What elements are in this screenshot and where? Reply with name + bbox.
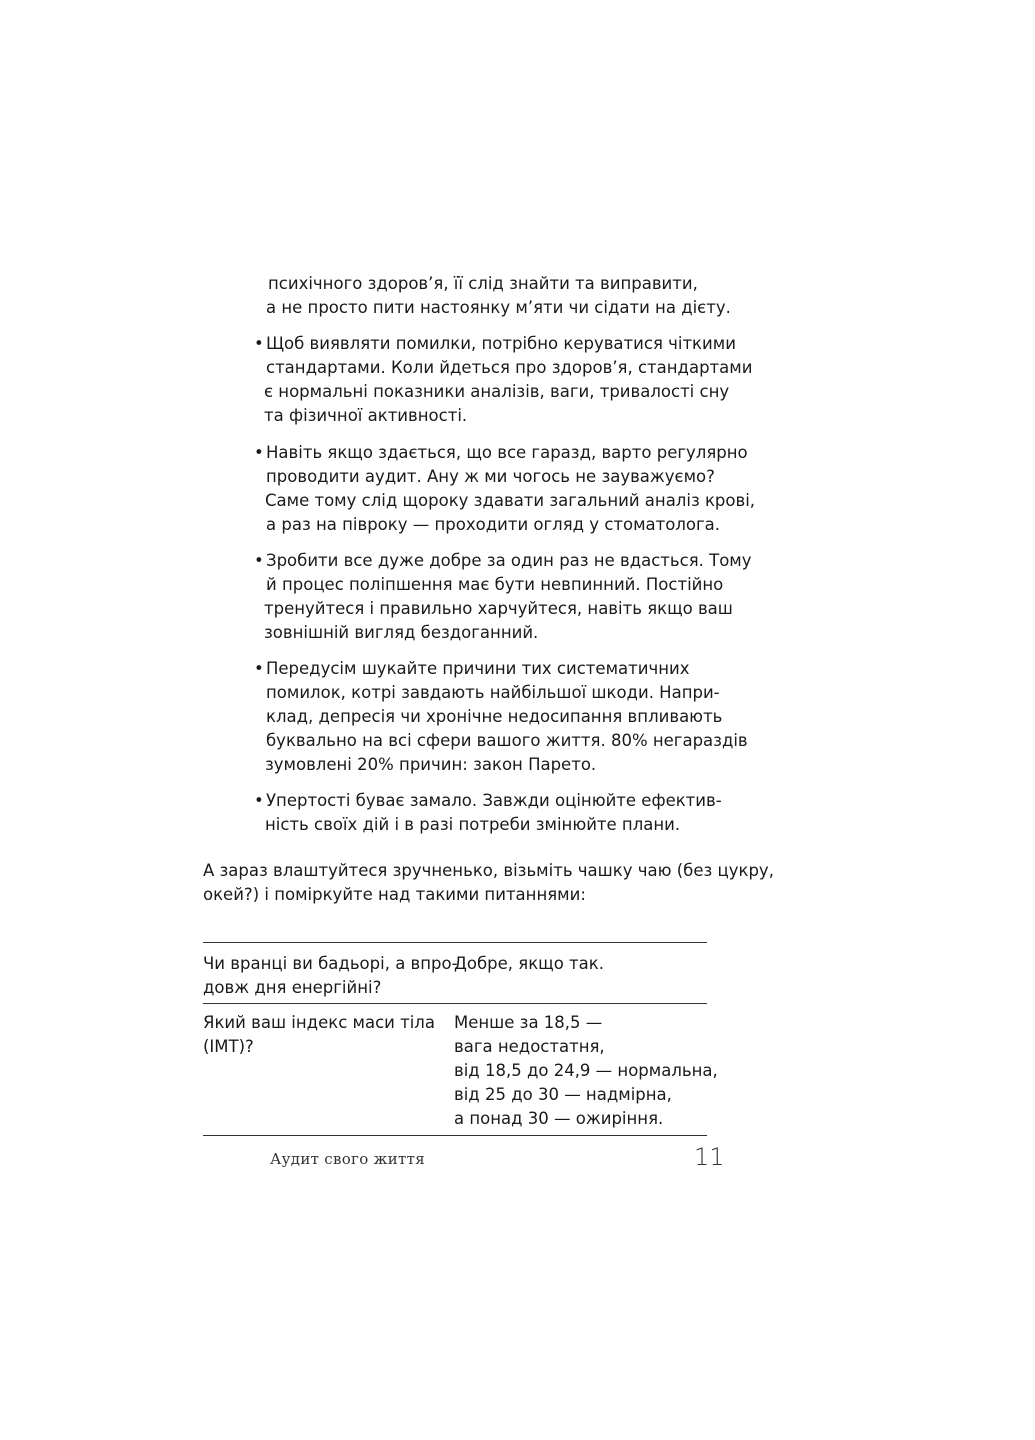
bullet-marker: • [254, 551, 264, 570]
table-question-cell: Який ваш індекс маси тіла [203, 1013, 435, 1032]
table-question-cell: довж дня енергійні? [203, 978, 382, 997]
table-question-cell: (ІМТ)? [203, 1037, 254, 1056]
bullet-line: помилок, котрі завдають найбільшої шкоди. Напри- [266, 683, 720, 702]
bullet-marker: • [254, 659, 264, 678]
bullet-line: а раз на півроку — проходити огляд у стоматолога. [266, 515, 721, 534]
table-answer-cell: вага недостатня, [454, 1037, 605, 1056]
bullet-line: ність своїх дій і в разі потреби змінюйте плани. [265, 815, 681, 834]
bullet-line: Навіть якщо здається, що все гаразд, варто регулярно [266, 443, 748, 462]
bullet-marker: • [254, 443, 264, 462]
bullet-line: Упертості буває замало. Завжди оцінюйте ефектив- [266, 791, 722, 810]
table-row-rule [203, 1003, 707, 1004]
table-question-cell: Чи вранці ви бадьорі, а впро- [203, 954, 458, 973]
running-title: Аудит свого життя [270, 1150, 425, 1168]
intro-line: а не просто пити настоянку м’яти чи сідати на дієту. [266, 298, 731, 317]
intro-line: психічного здоров’я, її слід знайти та виправити, [268, 274, 698, 293]
table-answer-cell: Менше за 18,5 — [454, 1013, 603, 1032]
page-number: 11 [694, 1143, 725, 1171]
bullet-line: зумовлені 20% причин: закон Парето. [265, 755, 597, 774]
bullet-line: Зробити все дуже добре за один раз не вдасться. Тому [266, 551, 752, 570]
bullet-line: й процес поліпшення має бути невпинний. Постійно [266, 575, 724, 594]
bullet-line: Саме тому слід щороку здавати загальний аналіз крові, [265, 491, 756, 510]
bullet-marker: • [254, 791, 264, 810]
bullet-line: буквально на всі сфери вашого життя. 80% негараздів [266, 731, 748, 750]
paragraph-line: окей?) і поміркуйте над такими питаннями: [203, 885, 586, 904]
bullet-line: зовнішній вигляд бездоганний. [264, 623, 539, 642]
bullet-line: стандартами. Коли йдеться про здоров’я, стандартами [266, 358, 753, 377]
bullet-line: клад, депресія чи хронічне недосипання впливають [266, 707, 723, 726]
bullet-marker: • [254, 334, 264, 353]
table-bottom-rule [203, 1135, 707, 1136]
bullet-line: Передусім шукайте причини тих систематичних [266, 659, 690, 678]
table-top-rule [203, 942, 707, 943]
table-answer-cell: від 18,5 до 24,9 — нормальна, [454, 1061, 718, 1080]
bullet-line: є нормальні показники аналізів, ваги, тривалості сну [264, 382, 730, 401]
bullet-line: Щоб виявляти помилки, потрібно керуватися чіткими [266, 334, 736, 353]
bullet-line: та фізичної активності. [264, 406, 468, 425]
table-answer-cell: від 25 до 30 — надмірна, [454, 1085, 672, 1104]
bullet-line: проводити аудит. Ану ж ми чогось не зауважуємо? [266, 467, 715, 486]
bullet-line: тренуйтеся і правильно харчуйтеся, навіть якщо ваш [264, 599, 733, 618]
paragraph-line: А зараз влаштуйтеся зручненько, візьміть чашку чаю (без цукру, [203, 861, 774, 880]
table-answer-cell: а понад 30 — ожиріння. [454, 1109, 664, 1128]
table-answer-cell: Добре, якщо так. [454, 954, 604, 973]
